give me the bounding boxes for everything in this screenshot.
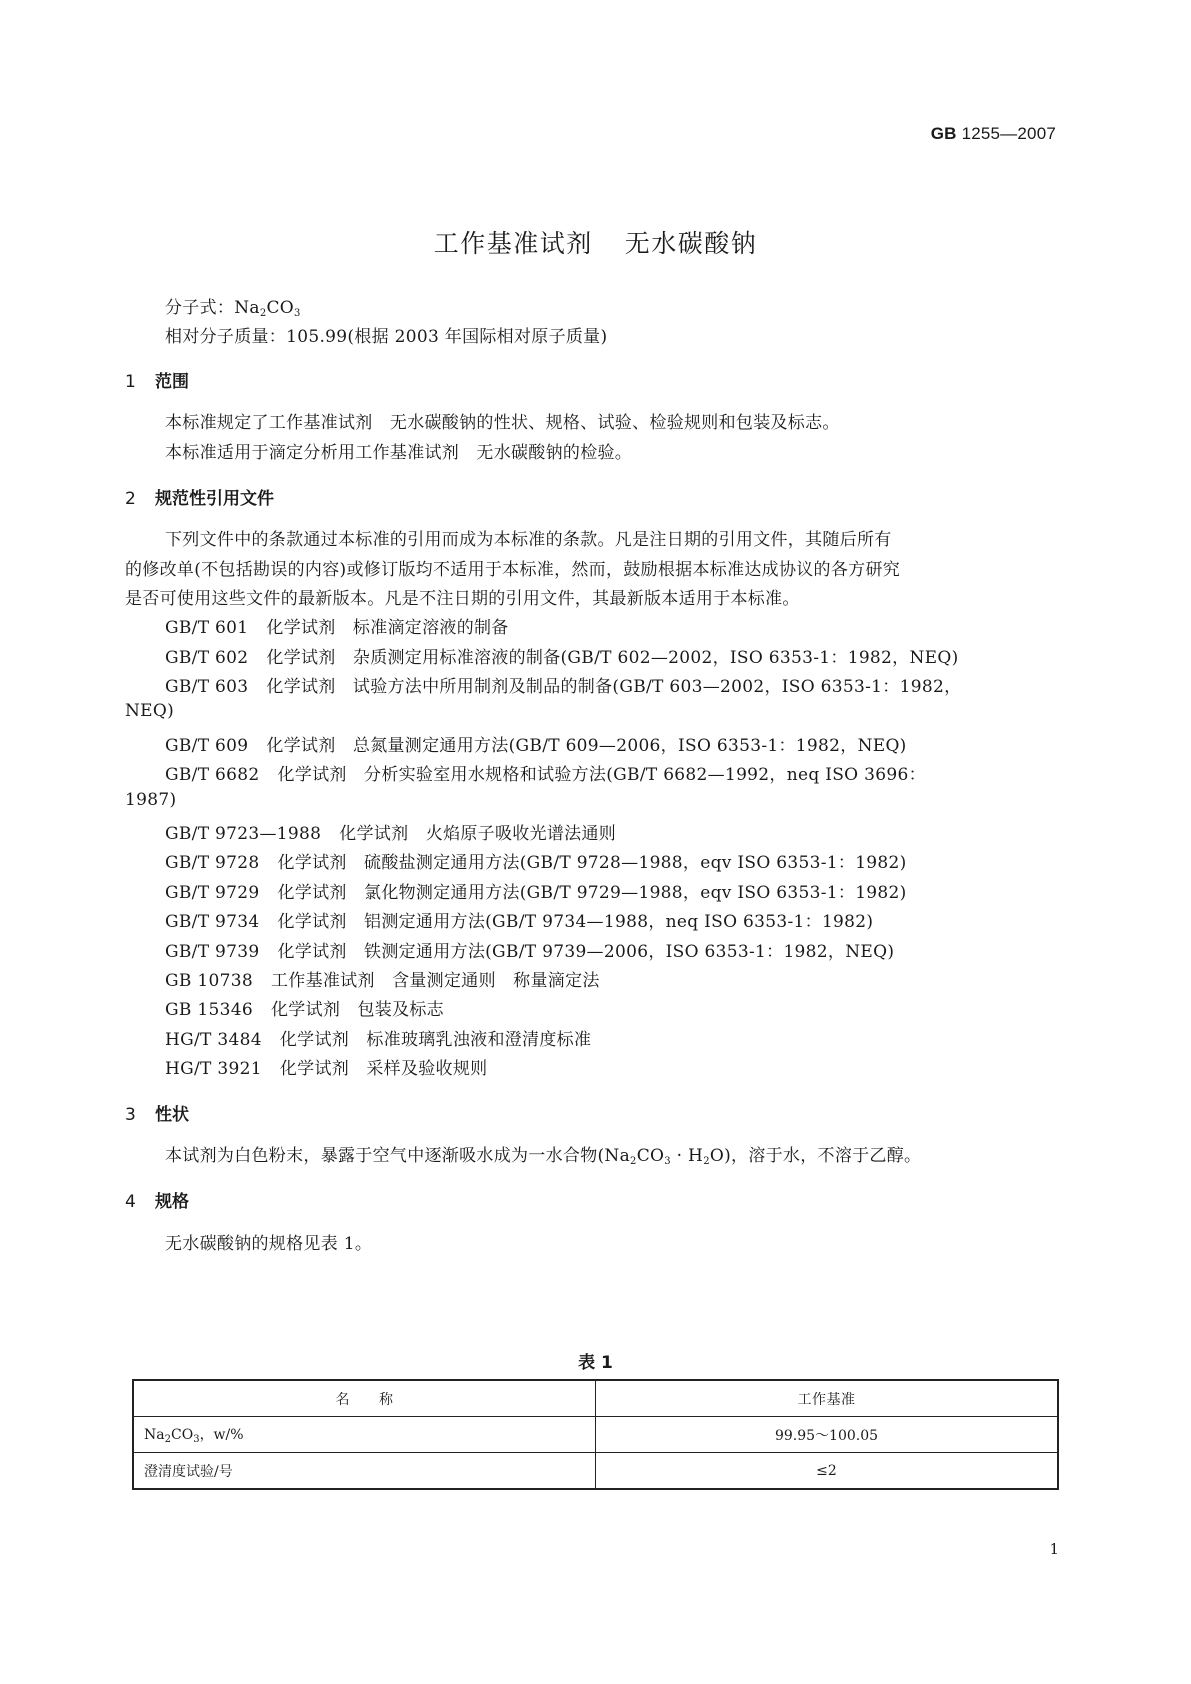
reference-item <box>165 613 509 638</box>
reference-code: GB/T 9739 <box>165 942 260 962</box>
cell-sub-1: 2 <box>164 1434 171 1445</box>
reference-item <box>165 907 873 932</box>
reference-item <box>165 819 616 844</box>
reference-code: GB/T 602 <box>165 648 249 668</box>
molecular-formula <box>165 293 301 319</box>
reference-item <box>165 995 444 1020</box>
reference-item <box>165 966 600 991</box>
section-2-intro-line-1: 下列文件中的条款通过本标准的引用而成为本标准的条款。凡是注日期的引用文件，其随后所有 <box>165 530 892 550</box>
table-cell-value: 99.95～100.05 <box>596 1417 1059 1453</box>
molecular-mass: 相对分子质量：105.99(根据 2003 年国际相对原子质量) <box>165 327 608 347</box>
reference-code: GB/T 601 <box>165 618 249 638</box>
reference-text: 化学试剂 试验方法中所用制剂及制品的制备(GB/T 603—2002，ISO 6353-1：1982， <box>266 677 962 697</box>
table-header-value: 工作基准 <box>596 1380 1059 1417</box>
reference-code: GB 10738 <box>165 971 253 991</box>
section-title: 规格 <box>155 1192 189 1212</box>
section-1-paragraph-2: 本标准适用于滴定分析用工作基准试剂 无水碳酸钠的检验。 <box>165 443 633 463</box>
section-1-heading <box>125 367 189 392</box>
reference-text: 工作基准试剂 含量测定通则 称量滴定法 <box>270 971 600 991</box>
reference-text: 化学试剂 包装及标志 <box>270 1000 444 1020</box>
cell-unit: ，w/% <box>199 1427 244 1443</box>
reference-code: HG/T 3921 <box>165 1059 262 1079</box>
reference-code: GB/T 9723—1988 <box>165 824 322 844</box>
section-number: 3 <box>125 1105 136 1125</box>
reference-item <box>165 760 926 785</box>
properties-text-d: O)，溶于水，不溶于乙醇。 <box>709 1146 922 1166</box>
reference-text: 化学试剂 火焰原子吸收光谱法通则 <box>339 824 617 844</box>
section-2-intro-line-2: 的修改单(不包括勘误的内容)或修订版均不适用于本标准，然而，鼓励根据本标准达成协议的各方研究 <box>125 560 901 580</box>
properties-text-a: 本试剂为白色粉末，暴露于空气中逐渐吸水成为一水合物(Na <box>165 1146 631 1166</box>
reference-item <box>165 1054 487 1079</box>
section-title: 范围 <box>155 372 189 392</box>
reference-item <box>165 731 907 756</box>
formula-label: 分子式： <box>165 298 235 318</box>
reference-text: 化学试剂 铝测定通用方法(GB/T 9734—1988，neq ISO 6353-1：1982) <box>277 912 874 932</box>
table-cell-name <box>133 1417 596 1453</box>
properties-sub-2: 3 <box>664 1156 671 1167</box>
section-title: 性状 <box>155 1105 189 1125</box>
cell-na: Na <box>144 1427 165 1443</box>
reference-item <box>165 1025 591 1050</box>
standard-code <box>931 124 1056 144</box>
section-3-paragraph <box>165 1141 921 1167</box>
cell-co: CO <box>170 1427 194 1443</box>
reference-code: GB/T 9729 <box>165 883 260 903</box>
reference-continuation: NEQ) <box>125 701 175 721</box>
section-3-heading <box>125 1100 189 1125</box>
reference-text: 化学试剂 分析实验室用水规格和试验方法(GB/T 6682—1992，neq ISO 3696： <box>277 765 926 785</box>
section-2-intro-line-3: 是否可使用这些文件的最新版本。凡是不注日期的引用文件，其最新版本适用于本标准。 <box>125 589 800 609</box>
standard-code-number: 1255—2007 <box>961 124 1056 143</box>
reference-text: 化学试剂 硫酸盐测定通用方法(GB/T 9728—1988，eqv ISO 6353-1：1982) <box>277 853 907 873</box>
table-caption: 表 1 <box>578 1353 613 1373</box>
reference-code: GB/T 603 <box>165 677 249 697</box>
reference-text: 化学试剂 总氮量测定通用方法(GB/T 609—2006，ISO 6353-1：1982，NEQ) <box>266 736 907 756</box>
section-number: 4 <box>125 1192 136 1212</box>
reference-text: 化学试剂 标准玻璃乳浊液和澄清度标准 <box>279 1030 592 1050</box>
table-row <box>133 1417 1058 1453</box>
table-header-name: 名 称 <box>133 1380 596 1417</box>
reference-text: 化学试剂 杂质测定用标准溶液的制备(GB/T 602—2002，ISO 6353-1：1982，NEQ) <box>266 648 959 668</box>
section-number: 2 <box>125 489 136 509</box>
cell-sub-2: 3 <box>193 1434 200 1445</box>
reference-item <box>165 878 907 903</box>
formula-co-sub: 3 <box>294 308 301 319</box>
page-number: 1 <box>1049 1540 1059 1558</box>
reference-continuation: 1987) <box>125 790 177 810</box>
table-cell-value: ≤2 <box>596 1453 1059 1490</box>
title-part-1: 工作基准试剂 <box>433 229 593 258</box>
section-title: 规范性引用文件 <box>155 489 274 509</box>
properties-sub-3: 2 <box>703 1156 710 1167</box>
section-number: 1 <box>125 372 136 392</box>
table-header-row <box>133 1380 1058 1417</box>
document-title <box>0 224 1191 260</box>
title-part-2: 无水碳酸钠 <box>624 229 758 258</box>
standard-code-prefix: GB <box>930 124 957 143</box>
reference-text: 化学试剂 氯化物测定通用方法(GB/T 9729—1988，eqv ISO 6353-1：1982) <box>277 883 907 903</box>
reference-item <box>165 937 894 962</box>
properties-text-c: · H <box>670 1146 704 1166</box>
reference-item <box>165 848 907 873</box>
reference-code: GB/T 6682 <box>165 765 260 785</box>
formula-na-sub: 2 <box>259 308 267 319</box>
section-2-heading <box>125 484 274 509</box>
table-cell-name: 澄清度试验/号 <box>133 1453 596 1490</box>
reference-text: 化学试剂 采样及验收规则 <box>279 1059 488 1079</box>
properties-sub-1: 2 <box>630 1156 637 1167</box>
section-1-paragraph-1: 本标准规定了工作基准试剂 无水碳酸钠的性状、规格、试验、检验规则和包装及标志。 <box>165 413 840 433</box>
reference-code: HG/T 3484 <box>165 1030 262 1050</box>
section-4-heading <box>125 1187 189 1212</box>
section-4-paragraph: 无水碳酸钠的规格见表 1。 <box>165 1234 373 1254</box>
reference-item <box>165 672 961 697</box>
specification-table <box>132 1379 1059 1490</box>
formula-na: Na <box>234 298 260 318</box>
reference-code: GB/T 9734 <box>165 912 260 932</box>
reference-item <box>165 643 959 668</box>
properties-text-b: CO <box>636 1146 665 1166</box>
reference-code: GB/T 609 <box>165 736 249 756</box>
reference-text: 化学试剂 铁测定通用方法(GB/T 9739—2006，ISO 6353-1：1982，NEQ) <box>277 942 895 962</box>
formula-co: CO <box>266 298 295 318</box>
table-row <box>133 1453 1058 1490</box>
reference-code: GB 15346 <box>165 1000 253 1020</box>
reference-text: 化学试剂 标准滴定溶液的制备 <box>266 618 509 638</box>
reference-code: GB/T 9728 <box>165 853 260 873</box>
